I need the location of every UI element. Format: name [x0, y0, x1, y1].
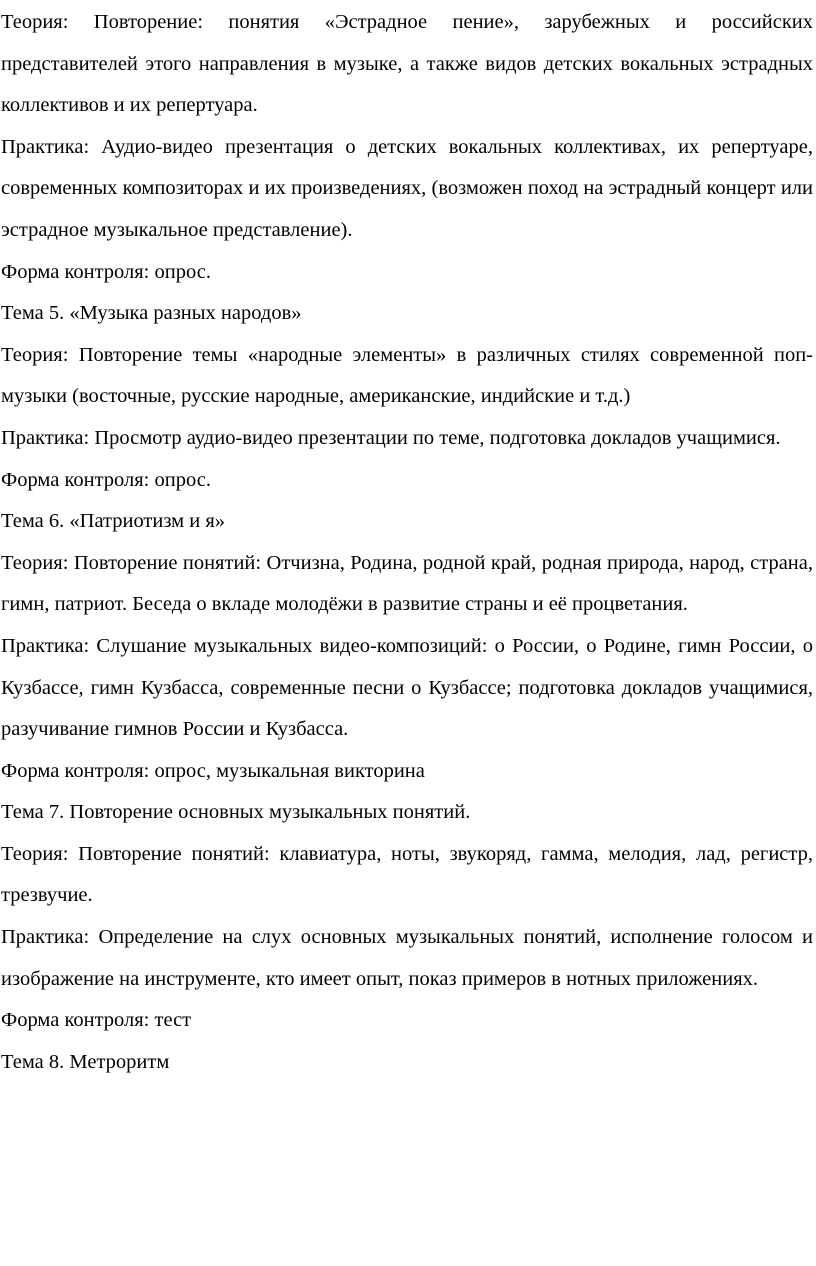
practice-paragraph: Практика: Аудио-видео презентация о детских вокальных коллективах, их репертуаре, современных композиторах и их произведениях, (возможен поход на эстрадный концерт или эстрадное музыкальное представление).	[1, 135, 813, 241]
topic-heading: Тема 6. «Патриотизм и я»	[1, 510, 226, 533]
topic-heading: Тема 8. Метроритм	[1, 1050, 170, 1073]
theory-paragraph: Теория: Повторение понятий: клавиатура, ноты, звукоряд, гамма, мелодия, лад, регистр, трезвучие.	[1, 842, 813, 907]
practice-paragraph: Практика: Просмотр аудио-видео презентации по теме, подготовка докладов учащимися.	[1, 426, 781, 449]
theory-paragraph: Теория: Повторение понятий: Отчизна, Родина, родной край, родная природа, народ, страна, гимн, патриот. Беседа о вкладе молодёжи в развитие страны и её процветания.	[1, 551, 813, 616]
theory-paragraph: Теория: Повторение: понятия «Эстрадное пение», зарубежных и российских представителей этого направления в музыке, а также видов детских вокальных эстрадных коллективов и их репертуара.	[1, 11, 813, 117]
practice-paragraph: Практика: Слушание музыкальных видео-композиций: о России, о Родине, гимн России, о Кузбассе, гимн Кузбасса, современные песни о Кузбассе; подготовка докладов учащимися, разучивание гимнов России и Кузбасса.	[1, 634, 813, 741]
topic-heading: Тема 5. «Музыка разных народов»	[1, 302, 302, 325]
theory-paragraph: Теория: Повторение темы «народные элементы» в различных стилях современной поп-музыки (восточные, русские народные, американские, индийские и т.д.)	[1, 343, 813, 408]
control-form-line: Форма контроля: опрос, музыкальная викторина	[1, 759, 425, 782]
topic-heading: Тема 7. Повторение основных музыкальных понятий.	[1, 801, 471, 824]
control-form-line: Форма контроля: тест	[1, 1009, 192, 1032]
control-form-line: Форма контроля: опрос.	[1, 468, 211, 491]
practice-paragraph: Практика: Определение на слух основных музыкальных понятий, исполнение голосом и изображение на инструменте, кто имеет опыт, показ примеров в нотных приложениях.	[1, 926, 813, 990]
control-form-line: Форма контроля: опрос.	[1, 260, 211, 283]
